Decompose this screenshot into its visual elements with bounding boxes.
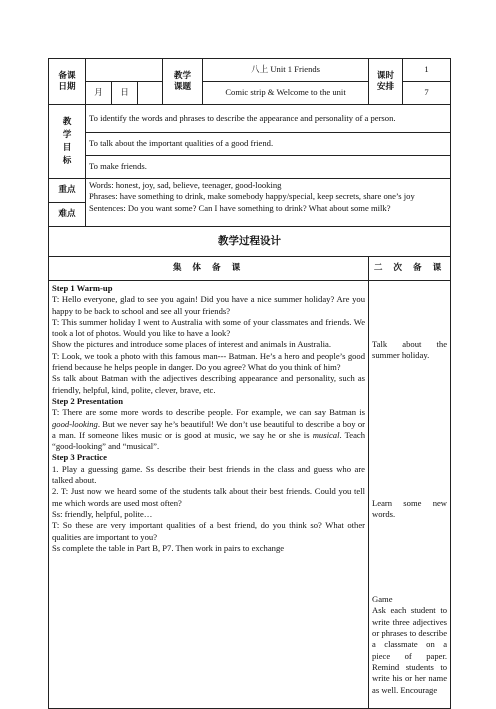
- prep-date-label: 备课 日期: [49, 59, 86, 105]
- goal-item: To identify the words and phrases to describe the appearance and personality of a person.: [86, 105, 451, 133]
- period-total: 7: [403, 82, 451, 105]
- teaching-steps: [49, 281, 369, 709]
- second-prep-notes: [369, 281, 451, 709]
- step-text: 2. T: Just now we heard some of the students talk about their best friends. Could you tell me which words are used most often?: [52, 486, 366, 508]
- month-label: 月: [86, 82, 112, 105]
- key-points-content: [86, 179, 451, 227]
- step-text: T: So these are very important qualities of a best friend, do you think so? What other qualities are important to you?: [52, 520, 366, 542]
- collective-prep-heading: 集 体 备 课: [49, 257, 369, 281]
- step-text: Show the pictures and introduce some places of interest and animals in Australia.: [52, 339, 331, 350]
- goal-item: To talk about the important qualities of a good friend.: [86, 133, 451, 156]
- step-2-title: Step 2 Presentation: [52, 395, 123, 406]
- difficult-points-label: 难点: [49, 203, 86, 227]
- lesson-plan-page: [48, 58, 450, 709]
- step-text: T: Hello everyone, glad to see you again! Did you have a nice summer holiday? Are you happy to be back to school and see all your friends?: [52, 294, 366, 316]
- term-musical: musical: [312, 429, 340, 440]
- lesson-plan-table: [48, 58, 451, 709]
- day-label: 日: [112, 82, 138, 105]
- step-text: T: This summer holiday I went to Australia with some of your classmates and friends. We took a lot of photos. Would you like to have a look?: [52, 316, 366, 339]
- period-number: 1: [403, 59, 451, 82]
- step-text: T: There are some more words to describe people. For example, we can say Batman is good-looking. But we never say he’s beautiful! We don’t use beautiful to describe a boy or a man. If someone likes music or is good at music, we say he or she is musical. Teach “good-looking” and “musical”.: [52, 407, 366, 452]
- step-3-title: Step 3 Practice: [52, 452, 107, 463]
- prep-date-blank: [86, 59, 163, 82]
- period-label: 课时 安排: [369, 59, 403, 105]
- side-note: Talk about the summer holiday.: [372, 339, 448, 361]
- step-text: T: Look, we took a photo with this famous man--- Batman. He’s a hero and people’s good friend because he helps people in danger. Do you agree? What do you think of him?: [52, 350, 366, 373]
- process-title: 教学过程设计: [49, 227, 451, 257]
- lesson-title: Comic strip & Welcome to the unit: [203, 82, 369, 105]
- second-prep-heading: 二 次 备 课: [369, 257, 451, 281]
- goal-item: To make friends.: [86, 156, 451, 179]
- term-good-looking: good-looking: [52, 418, 98, 429]
- step-text: Ss: friendly, helpful, polite…: [52, 508, 153, 519]
- goals-label: 教 学 目 标: [49, 105, 86, 179]
- side-note: Learn some new words.: [372, 497, 448, 519]
- unit-title: 八上 Unit 1 Friends: [203, 59, 369, 82]
- step-text: Ss talk about Batman with the adjectives describing appearance and personality, such as friendly, helpful, kind, polite, clever, brave, etc.: [52, 373, 366, 395]
- key-phrases: Phrases: have something to drink, make somebody happy/special, keep secrets, share one’s joy: [89, 191, 415, 202]
- step-text: 1. Play a guessing game. Ss describe their best friends in the class and guess who are talked about.: [52, 463, 366, 486]
- step-1-title: Step 1 Warm-up: [52, 283, 113, 293]
- side-note: Game: [372, 594, 393, 605]
- key-words: Words: honest, joy, sad, believe, teenager, good-looking: [89, 180, 282, 190]
- day-blank: [138, 82, 163, 105]
- side-note: Ask each student to write three adjectives or phrases to describe a classmate on a piece of paper. Remind students to write his or her name as well. Encourage: [372, 605, 448, 695]
- topic-label: 教学 课题: [163, 59, 203, 105]
- key-points-label: 重点: [49, 179, 86, 203]
- step-text: Ss complete the table in Part B, P7. Then work in pairs to exchange: [52, 542, 285, 553]
- key-sentences: Sentences: Do you want some? Can I have something to drink? What about some milk?: [89, 202, 391, 213]
